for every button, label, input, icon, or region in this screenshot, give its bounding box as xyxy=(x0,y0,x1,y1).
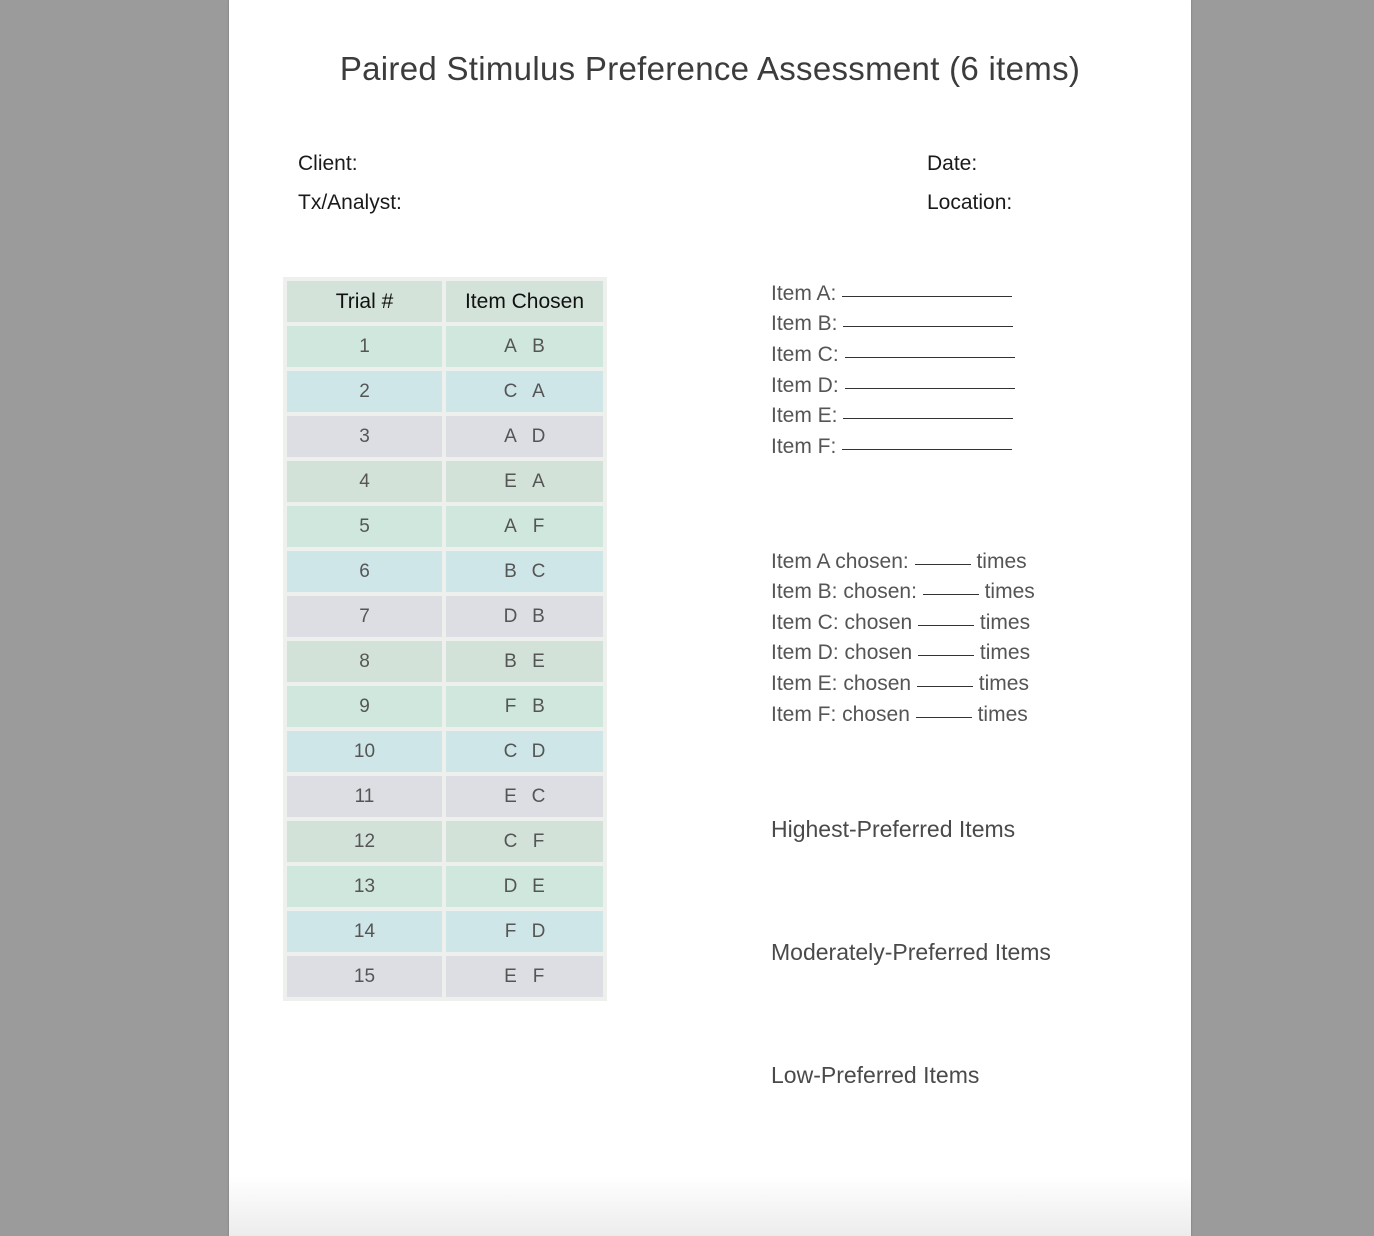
item-pair[interactable] xyxy=(446,596,603,637)
left-item[interactable]: A xyxy=(504,515,517,537)
highest-preferred-heading: Highest-Preferred Items xyxy=(771,816,1016,842)
left-item[interactable]: A xyxy=(504,335,517,357)
count-label: Item A chosen: xyxy=(771,550,909,573)
count-e-line xyxy=(771,672,1029,696)
item-label: Item D: xyxy=(771,374,839,397)
right-item[interactable]: B xyxy=(532,605,545,627)
right-item[interactable]: D xyxy=(531,920,546,942)
trial-number: 12 xyxy=(287,821,442,862)
item-pair[interactable] xyxy=(446,776,603,817)
moderately-preferred-heading: Moderately-Preferred Items xyxy=(771,939,1051,965)
table-row xyxy=(287,641,603,682)
right-item[interactable]: E xyxy=(532,650,545,672)
item-pair[interactable] xyxy=(446,911,603,952)
right-item[interactable]: D xyxy=(531,740,546,762)
times-label: times xyxy=(979,611,1031,634)
client-label: Client: xyxy=(298,152,358,175)
table-header-row xyxy=(287,281,603,322)
left-item[interactable]: E xyxy=(504,470,517,492)
trial-number-header: Trial # xyxy=(287,281,442,322)
item-chosen-header: Item Chosen xyxy=(446,281,603,322)
table-row xyxy=(287,731,603,772)
left-item[interactable]: F xyxy=(504,920,517,942)
trial-number: 5 xyxy=(287,506,442,547)
item-b-line xyxy=(771,312,1013,336)
left-item[interactable]: B xyxy=(504,650,517,672)
page-title: Paired Stimulus Preference Assessment (6 items) xyxy=(339,50,1081,87)
count-label: Item C: chosen xyxy=(771,611,913,634)
table-row xyxy=(287,776,603,817)
item-pair[interactable] xyxy=(446,506,603,547)
right-item[interactable]: F xyxy=(532,515,545,537)
item-pair[interactable] xyxy=(446,371,603,412)
item-c-line xyxy=(771,343,1015,367)
count-blank[interactable] xyxy=(916,716,972,718)
item-pair[interactable] xyxy=(446,416,603,457)
left-item[interactable]: E xyxy=(504,965,517,987)
trial-number: 11 xyxy=(287,776,442,817)
table-row xyxy=(287,506,603,547)
count-blank[interactable] xyxy=(915,563,971,565)
count-label: Item F: chosen xyxy=(771,703,910,726)
left-item[interactable]: D xyxy=(503,875,518,897)
item-pair[interactable] xyxy=(446,461,603,502)
trial-number: 15 xyxy=(287,956,442,997)
table-row xyxy=(287,596,603,637)
item-pair[interactable] xyxy=(446,866,603,907)
left-item[interactable]: A xyxy=(504,425,517,447)
table-row xyxy=(287,821,603,862)
times-label: times xyxy=(976,550,1027,573)
table-row xyxy=(287,416,603,457)
trial-table xyxy=(283,277,607,1001)
trial-number: 1 xyxy=(287,326,442,367)
item-d-line xyxy=(771,374,1015,398)
table-row xyxy=(287,371,603,412)
right-item[interactable]: A xyxy=(532,380,545,402)
table-row xyxy=(287,461,603,502)
trial-number: 6 xyxy=(287,551,442,592)
trial-number: 10 xyxy=(287,731,442,772)
item-label: Item F: xyxy=(771,435,837,458)
trial-number: 9 xyxy=(287,686,442,727)
table-row xyxy=(287,866,603,907)
item-pair[interactable] xyxy=(446,821,603,862)
right-item[interactable]: A xyxy=(532,470,545,492)
trial-number: 13 xyxy=(287,866,442,907)
left-item[interactable]: C xyxy=(503,740,518,762)
date-label: Date: xyxy=(927,152,978,175)
item-blank[interactable] xyxy=(843,417,1013,419)
count-blank[interactable] xyxy=(918,654,974,656)
item-pair[interactable] xyxy=(446,326,603,367)
location-label: Location: xyxy=(927,191,1013,214)
left-item[interactable]: D xyxy=(503,605,518,627)
count-c-line xyxy=(771,611,1030,635)
item-pair[interactable] xyxy=(446,686,603,727)
item-pair[interactable] xyxy=(446,956,603,997)
item-label: Item A: xyxy=(771,282,837,305)
count-blank[interactable] xyxy=(923,593,979,595)
trial-number: 14 xyxy=(287,911,442,952)
trial-number: 7 xyxy=(287,596,442,637)
item-pair[interactable] xyxy=(446,731,603,772)
right-item[interactable]: C xyxy=(531,785,546,807)
trial-number: 2 xyxy=(287,371,442,412)
table-row xyxy=(287,686,603,727)
trial-number: 4 xyxy=(287,461,442,502)
count-a-line xyxy=(771,550,1027,574)
item-pair[interactable] xyxy=(446,641,603,682)
right-item[interactable]: F xyxy=(532,965,545,987)
item-blank[interactable] xyxy=(842,448,1012,450)
item-label: Item C: xyxy=(771,343,839,366)
times-label: times xyxy=(978,672,1029,695)
times-label: times xyxy=(984,580,1035,603)
count-blank[interactable] xyxy=(918,624,974,626)
count-b-line xyxy=(771,580,1035,604)
table-row xyxy=(287,911,603,952)
left-item[interactable]: B xyxy=(504,560,517,582)
left-item[interactable]: F xyxy=(504,695,517,717)
page-bottom-fade xyxy=(229,1176,1191,1236)
item-e-line xyxy=(771,404,1013,428)
times-label: times xyxy=(977,703,1028,726)
count-d-line xyxy=(771,641,1030,665)
item-f-line xyxy=(771,435,1012,459)
left-item[interactable]: E xyxy=(504,785,517,807)
item-blank[interactable] xyxy=(842,295,1012,297)
times-label: times xyxy=(979,641,1031,664)
right-item[interactable]: F xyxy=(532,830,545,852)
left-item[interactable]: C xyxy=(503,380,518,402)
item-blank[interactable] xyxy=(845,387,1015,389)
table-row xyxy=(287,326,603,367)
item-a-line xyxy=(771,282,1012,306)
item-blank[interactable] xyxy=(845,356,1015,358)
table-row xyxy=(287,551,603,592)
trial-number: 8 xyxy=(287,641,442,682)
table-row xyxy=(287,956,603,997)
low-preferred-heading: Low-Preferred Items xyxy=(771,1062,980,1088)
right-item[interactable]: B xyxy=(532,335,545,357)
left-item[interactable]: C xyxy=(503,830,518,852)
analyst-label: Tx/Analyst: xyxy=(298,191,402,214)
item-label: Item B: xyxy=(771,312,838,335)
right-item[interactable]: D xyxy=(531,425,546,447)
right-item[interactable]: B xyxy=(532,695,545,717)
count-blank[interactable] xyxy=(917,685,973,687)
count-label: Item D: chosen xyxy=(771,641,913,664)
count-label: Item E: chosen xyxy=(771,672,912,695)
right-item[interactable]: C xyxy=(531,560,546,582)
item-blank[interactable] xyxy=(843,325,1013,327)
count-label: Item B: chosen: xyxy=(771,580,917,603)
item-pair[interactable] xyxy=(446,551,603,592)
trial-number: 3 xyxy=(287,416,442,457)
item-label: Item E: xyxy=(771,404,838,427)
count-f-line xyxy=(771,703,1028,727)
right-item[interactable]: E xyxy=(532,875,545,897)
